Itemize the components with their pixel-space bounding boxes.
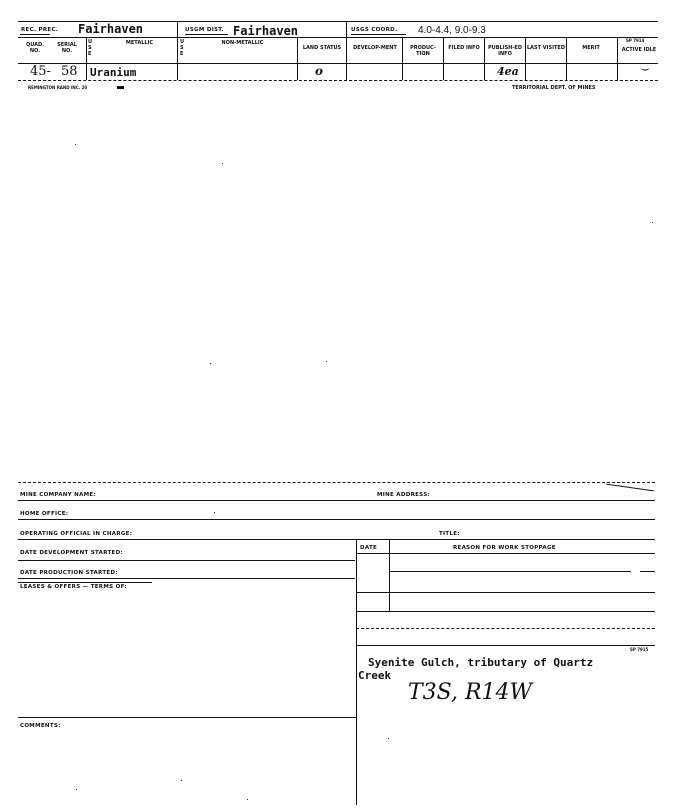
- reason-stoppage-header: REASON FOR WORK STOPPAGE: [453, 545, 556, 551]
- footer-right-text: TERRITORIAL DEPT. OF MINES: [512, 85, 596, 91]
- comments-label: COMMENTS:: [20, 723, 61, 729]
- metallic-value: Uranium: [90, 66, 137, 79]
- form-code-bottom: SP 7915: [630, 647, 649, 652]
- metallic-header: METALLIC: [125, 40, 154, 46]
- date-production-label: DATE PRODUCTION STARTED:: [20, 570, 118, 576]
- home-office-label: HOME OFFICE:: [20, 511, 69, 517]
- location-handwritten: T3S, R14W: [408, 680, 533, 705]
- date-header: DATE: [360, 545, 378, 551]
- date-development-label: DATE DEVELOPMENT STARTED:: [20, 550, 123, 556]
- filed-info-header: FILED INFO: [448, 45, 480, 51]
- use-nonmetallic-header: U S E: [180, 39, 185, 57]
- quad-no-header: QUAD. NO.: [25, 42, 45, 54]
- land-status-value: o: [315, 64, 324, 78]
- mine-address-label: MINE ADDRESS:: [377, 492, 430, 498]
- development-header: DEVELOP-MENT: [353, 45, 397, 51]
- ink-stroke: [606, 484, 654, 492]
- serial-no-header: SERIAL NO.: [57, 42, 77, 54]
- quad-value: 45-: [30, 64, 51, 79]
- published-value: 4ea: [497, 65, 519, 78]
- published-info-header: PUBLISH-ED INFO: [487, 45, 522, 57]
- land-status-header: LAND STATUS: [302, 45, 342, 51]
- serial-value: 58: [61, 64, 78, 79]
- rec-prec-value: Fairhaven: [78, 22, 144, 36]
- usgs-coord-label: USGS COORD.: [351, 27, 398, 33]
- title-label: TITLE:: [439, 531, 460, 537]
- location-typed-line2: Creek: [358, 669, 392, 682]
- active-idle-value: ⌣: [641, 62, 650, 77]
- usgs-dist-label: USGM DIST.: [185, 27, 224, 33]
- location-typed-line1: Syenite Gulch, tributary of Quartz: [368, 656, 594, 669]
- usgs-dist-value: Fairhaven: [233, 24, 299, 38]
- form-code-top: SP 7914: [626, 38, 645, 43]
- use-metallic-header: U S E: [88, 39, 93, 57]
- usgs-coord-value: 4.0-4.4, 9.0-9.3: [418, 25, 486, 36]
- active-idle-header: ACTIVE IDLE: [621, 47, 657, 53]
- nonmetallic-header: NON-METALLIC: [221, 40, 264, 46]
- operating-official-label: OPERATING OFFICIAL IN CHARGE:: [20, 531, 133, 537]
- leases-offers-label: LEASES & OFFERS — TERMS OF:: [20, 584, 127, 590]
- printer-mark: [117, 86, 124, 89]
- merit-header: MERIT: [582, 45, 600, 51]
- last-visited-header: LAST VISITED: [527, 45, 565, 51]
- rec-prec-label: REC. PREC.: [21, 27, 59, 33]
- footer-left-text: REMINGTON RAND INC. 20: [28, 85, 88, 90]
- production-header: PRODUC-TION: [410, 45, 436, 57]
- mine-company-label: MINE COMPANY NAME:: [20, 492, 96, 498]
